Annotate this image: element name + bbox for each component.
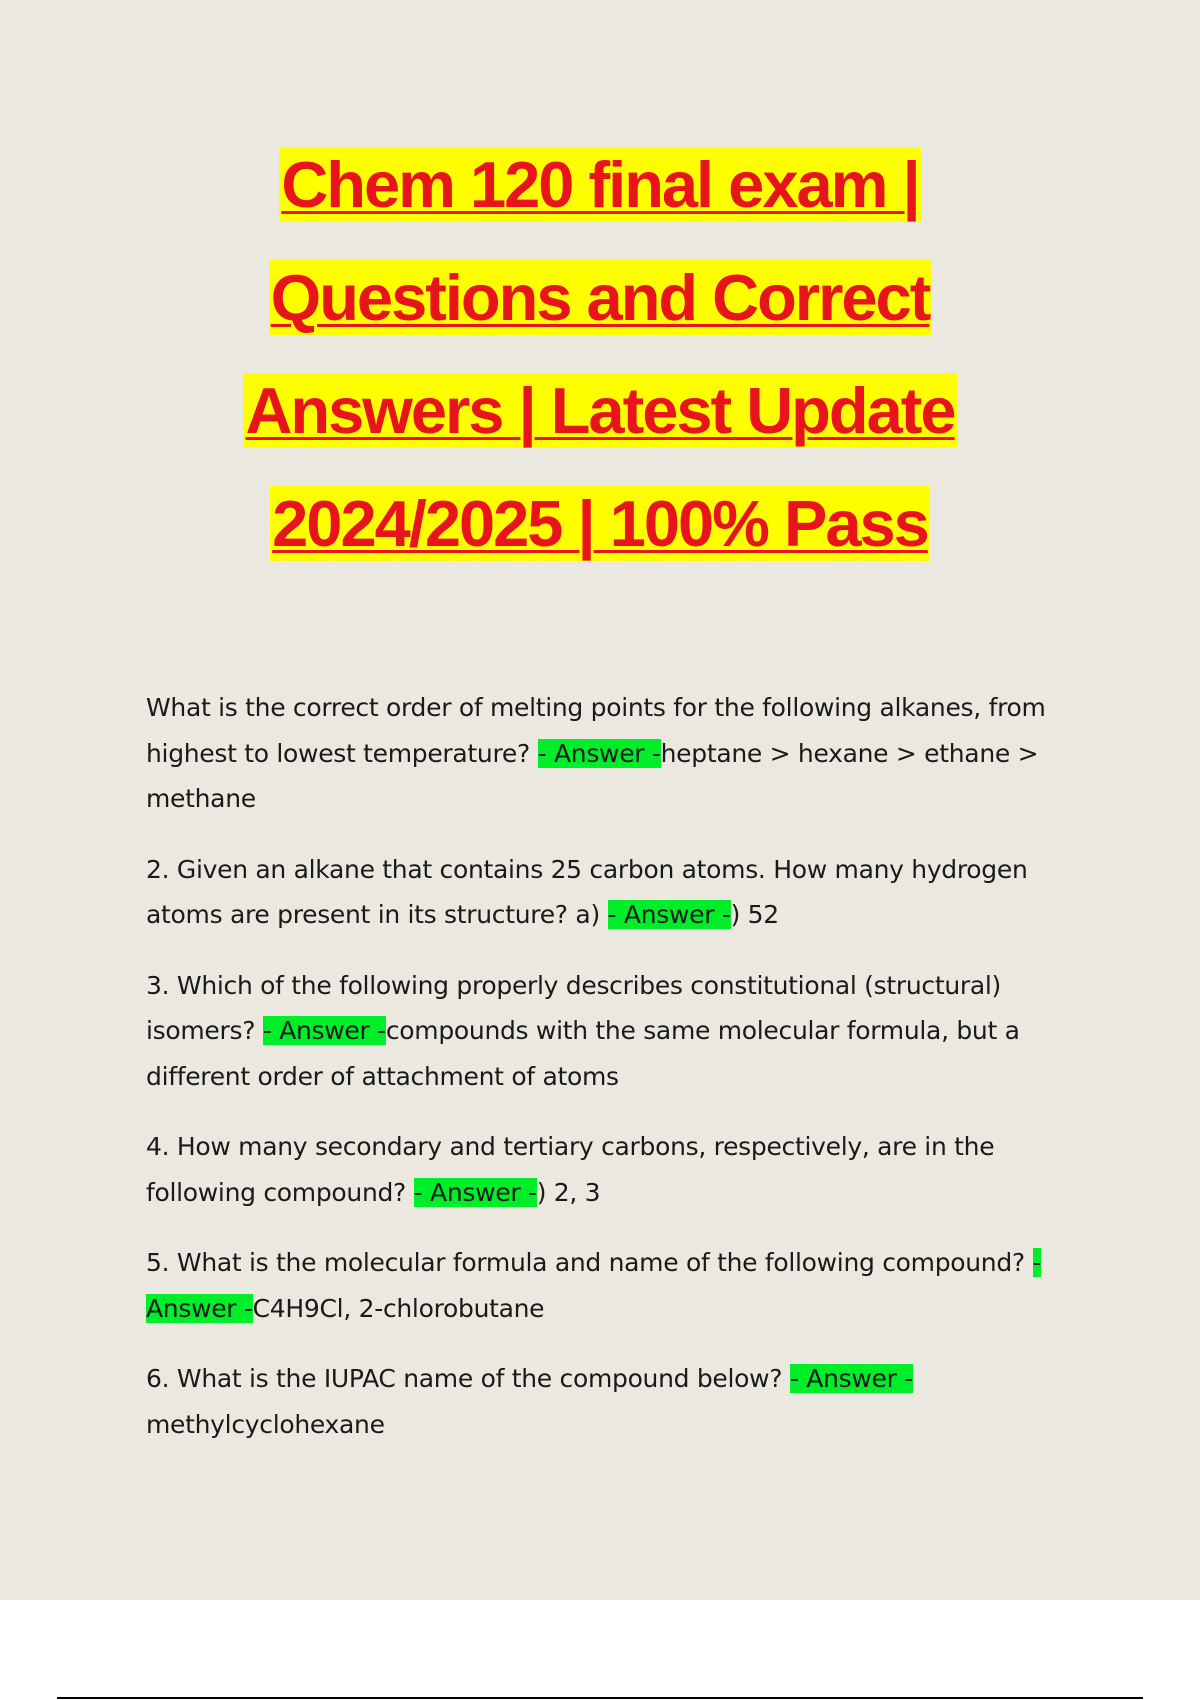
title-line xyxy=(0,485,1200,598)
question-text: 6. What is the IUPAC name of the compound below? xyxy=(146,1364,790,1393)
qa-item xyxy=(146,685,1096,822)
title-line-text: Chem 120 final exam | xyxy=(281,148,919,221)
qa-item xyxy=(146,1240,1096,1331)
question-text: 3. Which of the following properly describes constitutional (structural) isomers? xyxy=(146,970,1001,1045)
answer-text: heptane > hexane > ethane > methane xyxy=(146,738,1039,813)
answer-text: C4H9Cl, 2-chlorobutane xyxy=(252,1293,545,1323)
question-text: 2. Given an alkane that contains 25 carbon atoms. How many hydrogen atoms are present in its structure? a) xyxy=(146,854,1028,929)
qa-item xyxy=(146,1124,1096,1215)
qa-list xyxy=(146,660,1096,1467)
qa-item xyxy=(146,1356,1096,1447)
qa-item xyxy=(146,847,1096,938)
title-line xyxy=(0,146,1200,259)
qa-item xyxy=(146,963,1096,1100)
answer-text: methylcyclohexane xyxy=(146,1409,385,1439)
title-line-text: Answers | Latest Update xyxy=(245,374,955,447)
answer-label: - Answer - xyxy=(537,738,661,768)
footer-divider xyxy=(57,1697,1143,1699)
question-text: 4. How many secondary and tertiary carbons, respectively, are in the following compound? xyxy=(146,1132,995,1207)
answer-label: - Answer - xyxy=(413,1177,537,1207)
document-title xyxy=(0,146,1200,598)
answer-label: - Answer - xyxy=(262,1016,386,1045)
title-line-text: 2024/2025 | 100% Pass xyxy=(272,487,928,560)
answer-label: - Answer - xyxy=(789,1364,913,1393)
answer-label: - Answer - xyxy=(607,900,731,929)
answer-text: ) 52 xyxy=(730,900,779,929)
question-text: What is the correct order of melting points for the following alkanes, from highest to lowest temperature? xyxy=(146,693,1046,768)
question-text: 5. What is the molecular formula and name of the following compound? xyxy=(146,1248,1033,1277)
answer-text: ) 2, 3 xyxy=(536,1177,601,1207)
title-line xyxy=(0,259,1200,372)
title-line-text: Questions and Correct xyxy=(270,261,930,334)
answer-text: compounds with the same molecular formula, but a different order of attachment of atoms xyxy=(146,1016,1020,1091)
answer-label: - Answer - xyxy=(146,1248,1042,1323)
title-line xyxy=(0,372,1200,485)
